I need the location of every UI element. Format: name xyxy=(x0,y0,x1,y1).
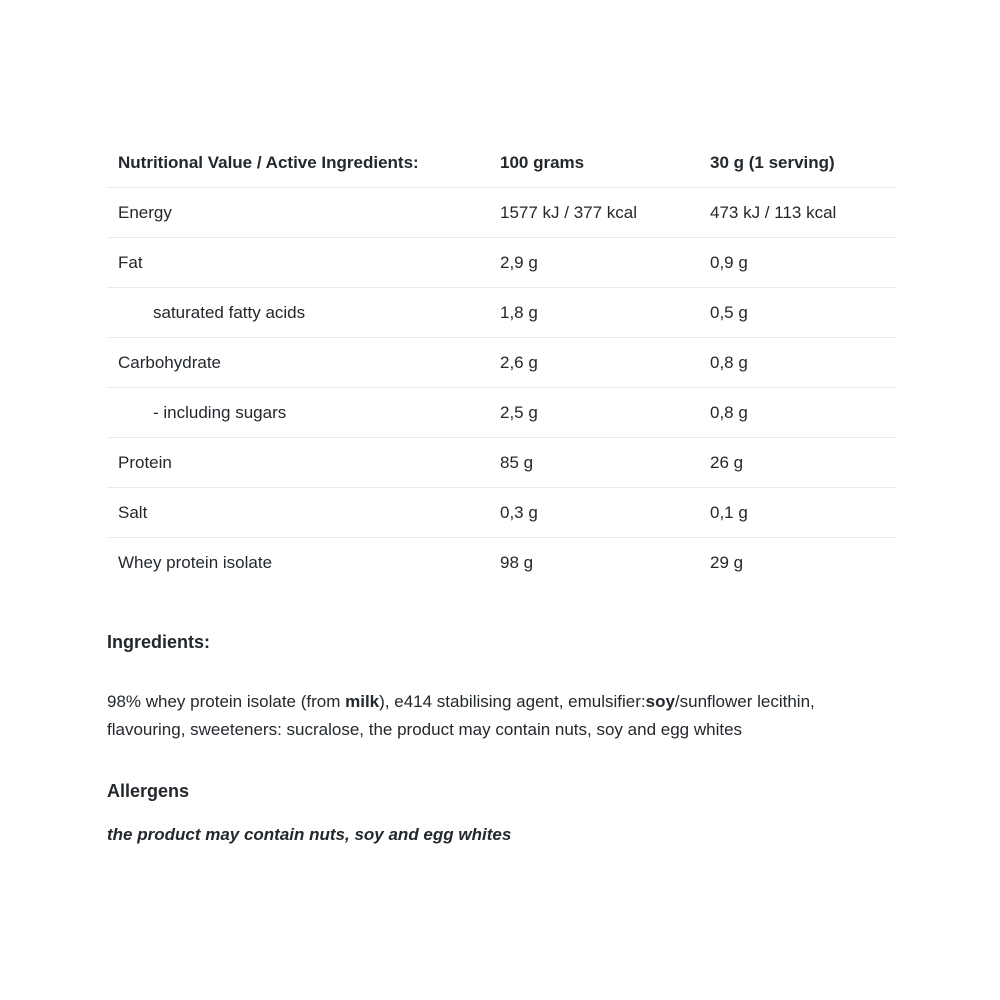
table-row-salt xyxy=(107,488,896,538)
allergens-note: the product may contain nuts, soy and egg whites xyxy=(107,825,512,844)
row-label: - including sugars xyxy=(153,402,287,422)
row-label: Energy xyxy=(118,202,172,222)
table-row-protein xyxy=(107,438,896,488)
row-value-serving: 0,1 g xyxy=(710,502,748,522)
table-row-energy xyxy=(107,188,896,238)
row-value-serving: 0,8 g xyxy=(710,402,748,422)
row-label: Carbohydrate xyxy=(118,352,222,372)
row-value-serving: 0,9 g xyxy=(710,252,748,272)
row-value-serving: 26 g xyxy=(710,452,744,472)
table-row-saturated-fatty-acids xyxy=(107,288,896,338)
row-value-serving: 0,8 g xyxy=(710,352,748,372)
table-row-carbohydrate xyxy=(107,338,896,388)
header-per-serving: 30 g (1 serving) xyxy=(710,152,835,172)
ingredients-paragraph xyxy=(107,688,896,744)
table-row-fat xyxy=(107,238,896,288)
row-value-serving: 29 g xyxy=(710,552,744,572)
row-value-100g: 2,6 g xyxy=(500,352,538,372)
row-value-100g: 1577 kJ / 377 kcal xyxy=(500,202,638,222)
row-value-100g: 2,9 g xyxy=(500,252,538,272)
row-value-100g: 85 g xyxy=(500,452,534,472)
row-value-100g: 2,5 g xyxy=(500,402,538,422)
row-value-100g: 0,3 g xyxy=(500,502,538,522)
row-value-100g: 1,8 g xyxy=(500,302,538,322)
row-value-100g: 98 g xyxy=(500,552,534,572)
nutrition-table-header-row xyxy=(107,138,896,188)
allergens-heading: Allergens xyxy=(107,781,190,801)
header-per-100g: 100 grams xyxy=(500,152,585,172)
ingredients-text-segment: ), e414 stabilising agent, emulsifier: xyxy=(379,692,646,711)
ingredients-bold-soy: soy xyxy=(645,692,675,711)
table-row-whey-protein-isolate xyxy=(107,538,896,587)
row-label: saturated fatty acids xyxy=(153,302,306,322)
row-label: Salt xyxy=(118,502,148,522)
row-label: Whey protein isolate xyxy=(118,552,273,572)
ingredients-text-segment: 98% whey protein isolate (from xyxy=(107,692,346,711)
row-label: Protein xyxy=(118,452,172,472)
ingredients-text-segment: /sunflower lecithin, flavouring, sweeteners: sucralose, the product may contain nuts, soy and egg whites xyxy=(107,692,815,739)
row-label: Fat xyxy=(118,252,143,272)
header-nutrient-label: Nutritional Value / Active Ingredients: xyxy=(118,152,419,172)
table-row-including-sugars xyxy=(107,388,896,438)
nutrition-table xyxy=(107,138,896,587)
ingredients-heading: Ingredients: xyxy=(107,632,211,652)
row-value-serving: 0,5 g xyxy=(710,302,748,322)
ingredients-bold-milk: milk xyxy=(345,692,380,711)
row-value-serving: 473 kJ / 113 kcal xyxy=(710,202,837,222)
